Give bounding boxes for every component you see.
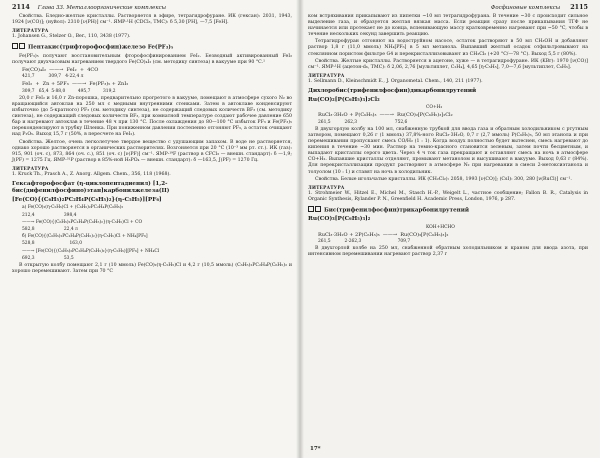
right-footer-mark: 17* (310, 445, 321, 452)
left-lit2-ref: 1. Kruck Th., Prasch A., Z. Anorg. Allgem. Chem., 356, 118 (1968). (12, 172, 171, 177)
left-comp2-eq-a2-nums: 582,8 22,4 л (22, 226, 78, 232)
right-running-title: Фосфиновые комплексы (490, 5, 561, 11)
right-comp1-eq: RuCl₃·3H₂O + P(C₆H₅)₃ ——→ Ru(CO)₂[P(C₆H₅)₃]₂Cl₂ (318, 112, 453, 119)
left-comp1-title-text: Пентакис(трифторофосфин)железо Fe(PF₃)₅ (27, 44, 174, 51)
left-comp2-eq-b1-nums: 528,8 163,0 (22, 241, 83, 247)
left-comp2-eq-b2-nums: 692,3 53,5 (22, 255, 74, 261)
left-comp1-eq2-nums: 309,7 65,4 5·88,0 495,7 319,2 (22, 88, 116, 94)
left-comp1-title (12, 43, 292, 52)
right-page (300, 0, 600, 458)
square-icon (19, 43, 25, 49)
left-lit2-label: ЛИТЕРАТУРА (12, 165, 49, 171)
left-intro-text: Свойства. Бледно-желтые кристаллы. Растворяется в эфире, тетрагидрофуране. ИК (гексан): 2031, 1943, 1924 [ν(CO)]; (нуйол): 2310 [ν(PH)] см⁻¹. ЯМР-¹H (CDCl₃, TMC): δ 5,30 [PH], —7,5 [FeH]. (12, 14, 292, 26)
square-icon (315, 206, 321, 212)
left-comp1-body: 20,0 г FeI₂ и 16,0 г Zn-порошка, предварительно прогретого в вакууме, помещают в атмосфере сухого N₂ во вращающийся автоклав на 250 мл с медными внутренними стенками. Затем в автоклаве конденсируют избыточно (до 5-кратного) PF₃ (см. методику синтеза), не содержащий следовых количеств BF₃ (см. методику синтеза), не содержащий следовых количеств BF₃, при комнатной температуре создают рабочее давление 650 бар и нагревают автоклав в течение 48 ч при 130 °C. После охлаждения до 80—100 °C избыток PF₃ и Fe(PF₃)₅ переконденсируют в трубку Шленка. При пониженном давлении постепенно отгоняют PF₃, а остаток очищают над P₂O₅. Выход 15,7 г (50%, в пересчете на FeI₂). (12, 95, 292, 138)
right-lit2-label: ЛИТЕРАТУРА (308, 184, 345, 190)
square-icon (308, 206, 314, 212)
left-comp1-eq1-left: Fe(CO)₄I₂ (22, 67, 46, 74)
right-lit1-ref: 1. Sellmann D., Kleinschmidt E., J. Organometal. Chem., 140, 211 (1977). (308, 78, 483, 84)
left-comp1-eq1-right: FeI₂ + 4CO (66, 67, 99, 74)
square-icon (12, 43, 18, 49)
left-comp2-formula: [Fe(CO){(C₆H₅)₂PC₂H₄P(C₆H₅)₂}(η-C₅H₅)][PF₆] (12, 197, 162, 204)
left-comp2-eq-a1-nums: 212,4 398,4 (22, 212, 77, 218)
left-comp2-eq-a1: а) Fe(CO)₂(η-C₅H₅)Cl + (C₆H₅)₂PC₂H₄P(C₆H₅)₂ (22, 205, 124, 211)
left-comp1-eq1: Fe(CO)₄I₂ ——→ FeI₂ + 4CO (22, 67, 99, 74)
left-comp1-eq2: FeI₂ + Zn + 5PF₃ ——→ Fe(PF₃)₅ + ZnI₂ (22, 81, 129, 88)
left-comp2-eq-b2: ——→ [Fe(CO){(C₆H₅)₂PC₂H₄P(C₆H₅)₂}(η-C₅H₅)][PF₆] + NH₄Cl (22, 248, 160, 254)
left-comp1-props: Свойства. Желтое, очень легколетучее твердое вещество с удушающим запахом. В воде не растворяется, однако хорошо растворяется в органических растворителях. Возгоняется при 20 °C (10⁻³ мм рт. ст.). ИК (газ): 915, 901 (оч. с), 873, 864 (оч. с.), 851 (оч. с) [ν(PF)] см⁻¹. ЯМР-¹⁹F (раствор в CFCl₃ — внешн. стандарт): δ —1,9; J(PF) = 1275 Гц. ЯМР-³¹P (раствор в 85%-ной H₃PO₄ — внешн. стандарт): δ —163,5, J(PF) = 1270 Гц. (12, 139, 292, 163)
right-comp1-eq-nums: 261,5 262,3 752,6 (318, 119, 408, 125)
right-lit1-label: ЛИТЕРАТУРА (308, 72, 345, 78)
right-running-head (308, 4, 588, 11)
right-comp2-title-text: Бис(трифенилфосфин)трикарбонилрутений (323, 207, 470, 214)
right-comp2-eq: RuCl₃·3H₂O + 2P(C₆H₅)₃ ——→ Ru(CO)₃[P(C₆H₅)₃]₂ (318, 231, 449, 238)
right-comp1-title: Дихлоробис(трифенилфосфин)дикарбонилрутений (308, 88, 477, 95)
left-running-title: Глава 33. Металлоорганические комплексы (37, 5, 166, 11)
right-page-number: 2115 (570, 3, 588, 11)
right-comp1-eq-over: CO+H₂ (426, 105, 443, 111)
right-comp1-body: В двухгорлую колбу на 100 мл, снабженную трубкой для ввода газа и обратным холодильником с ртутным затвором, помещают 0,26 г (1 ммоль) 37,8%-ного RuCl₃·3H₂O, 0,7 г (2,7 ммоль) P(C₆H₅)₃, 50 мл этанола и при перемешивании пропускают смесь CO/H₂ (1 : 1). Когда воздух полностью будет вытеснен, смесь нагревают до кипения в течение ~30 мин. Раствор на темно-красного становится зеленым, затем почти бесцветным, и выпадают кристаллы серого цвета. Через 4 ч ток газа прекращают и оставляют смесь на ночь в атмосфере CO+H₂. Выпавшие кристаллы отделяют, промывают метанолом и высушивают в вакууме. Выход 0,63 г (84%). Для перекристаллизации продукт растворяют в атмосфере N₂ при нагревании в смеси 2-метоксиэтанола и толуолом (10 : 1) и ставят на ночь в холодильник. (308, 126, 588, 175)
left-comp2-body: В открытую колбу помещают 2,1 г (10 ммоль) Fe(CO)₂(η-C₅H₅)Cl и 4,2 г (10,5 ммоль) (C₆H₅)₂PC₂H₄P(C₆H₅)₂ и хорошо перемешивают. Затем при 70 °C (12, 262, 292, 275)
left-lit1-label: ЛИТЕРАТУРА (12, 28, 49, 34)
right-comp2-eq-over: KOH+HCHO (426, 224, 455, 230)
left-running-head (12, 4, 292, 11)
left-lit1-ref: 1. Johansen G., Stelzer O., Ber., 110, 3438 (1977). (12, 34, 131, 40)
right-comp2-body: В двухгорлой колбе на 250 мл, снабженной обратным холодильником и краном для ввода азота, при интенсивном перемешивании нагревают раствор 2,37 г (308, 246, 588, 258)
left-comp2-eq-b1: б) Fe(CO){(C₆H₅)₂PC₂H₄P(C₆H₅)₂}(η-C₅H₅)Cl + NH₄[PF₆] (22, 234, 148, 240)
left-comp2-eq-a2: ——→ Fe(CO){(C₆H₅)₂PC₂H₄P(C₆H₅)₂}(η-C₅H₅)Cl + CO (22, 219, 143, 225)
right-cont-text: ком встряхивания прикапывают из пипетки ~10 мл тетрагидрофурана. В течение ~30 с происходит сильное выделение газа, и образуется желтая вязкая масса. Если реакция сразу после прикапывания ТГФ не начинается или протекает не до конца, вспенивающую массу кратковременно нагревают при ~50 °C, чтобы в течение нескольких секунд завершить реакцию. (308, 14, 588, 38)
left-comp1-eq1-nums: 421,7 309,7 4·22,4 л (22, 74, 84, 80)
right-comp2-eq-nums: 261,5 2·262,3 709,7 (318, 239, 411, 245)
left-page-number: 2114 (12, 3, 30, 11)
right-comp2-formula: Ru(CO)₃[P(C₆H₅)₃]₂ (308, 216, 371, 223)
right-props1: Свойства. Желтые кристаллы. Растворяется в ацетоне, хуже — в тетрагидрофуране. ИК (KBr): 1970 [ν(CO)] см⁻¹. ЯМР-¹H (ацетон-d₆, TMC): δ 2,06, 2,76 [мультиплет, C₂H₄], 4,65 [η-C₅H₅], 7,0—7,6 [мультиплет, C₆H₅]. (308, 58, 588, 70)
right-comp1-formula: Ru(CO)₂[P(C₆H₅)₃]₂Cl₂ (308, 97, 380, 104)
right-comp2-title (308, 206, 588, 215)
left-comp1-text: Fe(PF₃)₅ получают восстановительным фторофосфинированием FeI₂. Безводный активированный FeI₂ получают двухчасовым нагреванием твердого Fe(CO)₄I₂ (см. методику синтеза) в вакууме при 90 °C.¹ (12, 53, 292, 65)
right-props2: Свойства. Белые игольчатые кристаллы. ИК (CH₂Cl₂): 2058, 1993 [ν(CO)]; (CsI): 300, 280 [ν(RuCl)] см⁻¹. (315, 176, 572, 182)
left-comp2-title: Гексафторофосфат (η-циклопентадиенил) [1,2-бис(дифенилфосфино)этан]карбонилжелеза(II) (12, 181, 170, 195)
right-lit2-ref: 1. Strohmeier W., Hitzel E., Michel M., Stasch H.-P., Weigelt L., частное сообщение; Fallon B. R., Catalysis in Organic Synthesis, Rylander P. N., Greenfield H. Academic Press, London, 1976, p 287. (308, 190, 588, 202)
right-cont-text2: Тетрагидрофуран отгоняют на водоструйном насосе, остаток растворяют в 50 мл CH₃OH и добавляют раствор 1,8 г (11,0 ммоль) NH₄[PF₆] в 5 мл метанола. Выпавший желтый осадок отфильтровывают на стеклянном пористом фильтре G4 и перекристаллизовывают из CH₂Cl₂ (+20 °C/—78 °C). Выход 5,5 г (80%). (308, 39, 588, 57)
